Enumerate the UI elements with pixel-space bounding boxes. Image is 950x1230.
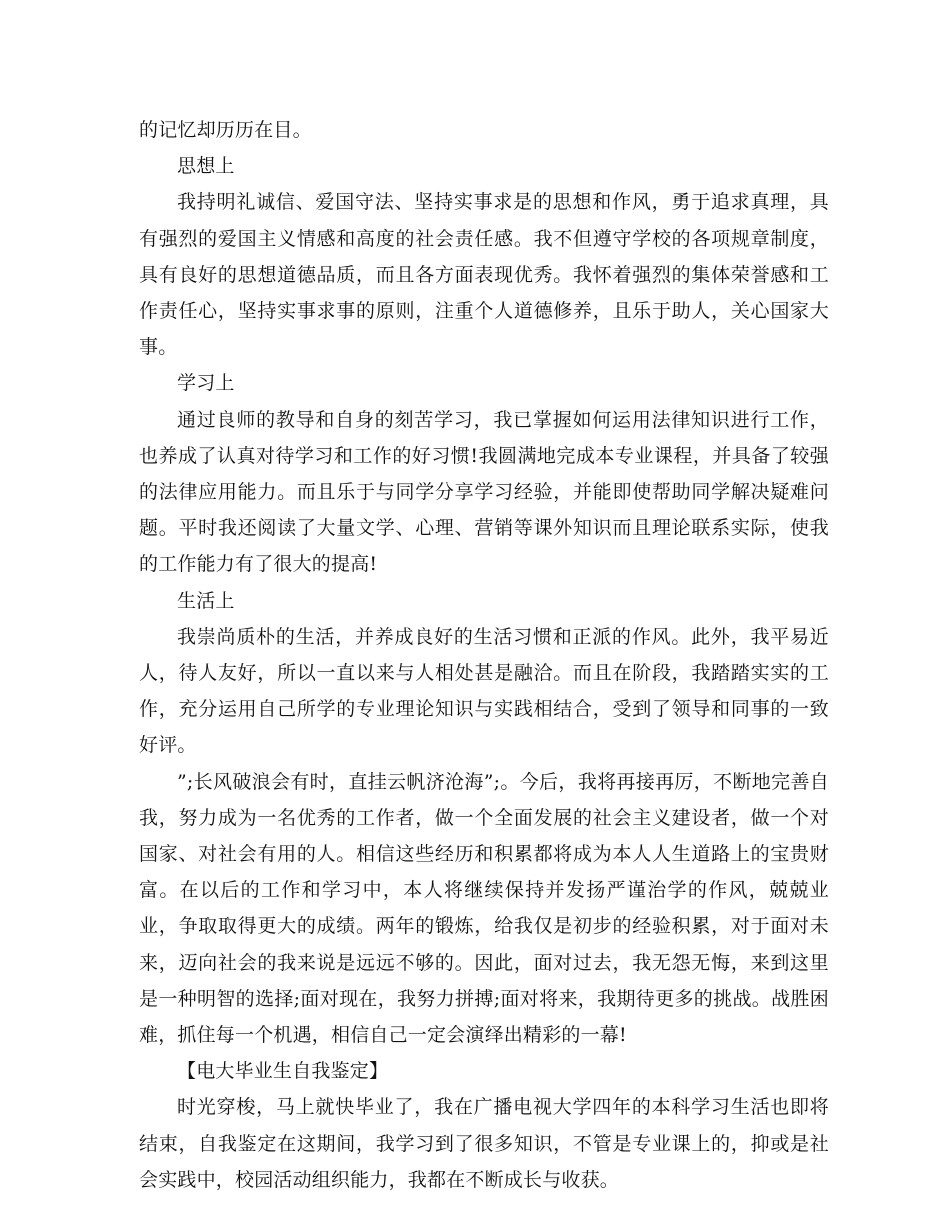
section-heading-life: 生活上 <box>177 589 235 612</box>
paragraph-life: 我崇尚质朴的生活，并养成良好的生活习惯和正派的作风。此外，我平易近人，待人友好，所以一直以来与人相处甚是融洽。而且在阶段，我踏踏实实的工作，充分运用自己所学的专业理论知识与实践相结合，受到了领导和同事的一致好评。 <box>139 625 829 757</box>
paragraph-study: 通过良师的教导和自身的刻苦学习，我已掌握如何运用法律知识进行工作，也养成了认真对待学习和工作的好习惯!我圆满地完成本专业课程，并具备了较强的法律应用能力。而且乐于与同学分享学习经验，并能即使帮助同学解决疑难问题。平时我还阅读了大量文学、心理、营销等课外知识而且理论联系实际，使我的工作能力有了很大的提高! <box>139 408 829 576</box>
paragraph-appraisal: 时光穿梭，马上就快毕业了，我在广播电视大学四年的本科学习生活也即将结束，自我鉴定在这期间，我学习到了很多知识，不管是专业课上的，抑或是社会实践中，校园活动组织能力，我都在不断成长与收获。 <box>139 1096 829 1191</box>
document-body <box>139 112 829 1198</box>
section-heading-study: 学习上 <box>177 372 235 395</box>
paragraph-thought: 我持明礼诚信、爱国守法、坚持实事求是的思想和作风，勇于追求真理，具有强烈的爱国主义情感和高度的社会责任感。我不但遵守学校的各项规章制度，具有良好的思想道德品质，而且各方面表现优秀。我怀着强烈的集体荣誉感和工作责任心，坚持实事求事的原则，注重个人道德修养，且乐于助人，关心国家大事。 <box>139 191 829 359</box>
section-heading-appraisal: 【电大毕业生自我鉴定】 <box>177 1060 389 1083</box>
section-heading-thought: 思想上 <box>177 155 235 178</box>
paragraph-conclusion: ”;长风破浪会有时，直挂云帆济沧海”;。今后，我将再接再厉，不断地完善自我，努力成为一名优秀的工作者，做一个全面发展的社会主义建设者，做一个对国家、对社会有用的人。相信这些经历和积累都将成为本人人生道路上的宝贵财富。在以后的工作和学习中，本人将继续保持并发扬严谨治学的作风，兢兢业业，争取取得更大的成绩。两年的锻炼，给我仅是初步的经验积累，对于面对未来，迈向社会的我来说是远远不够的。因此，面对过去，我无怨无悔，来到这里是一种明智的选择;面对现在，我努力拼搏;面对将来，我期待更多的挑战。战胜困难，抓住每一个机遇，相信自己一定会演绎出精彩的一幕! <box>139 770 829 1047</box>
paragraph-continuation: 的记忆却历历在目。 <box>139 119 312 141</box>
